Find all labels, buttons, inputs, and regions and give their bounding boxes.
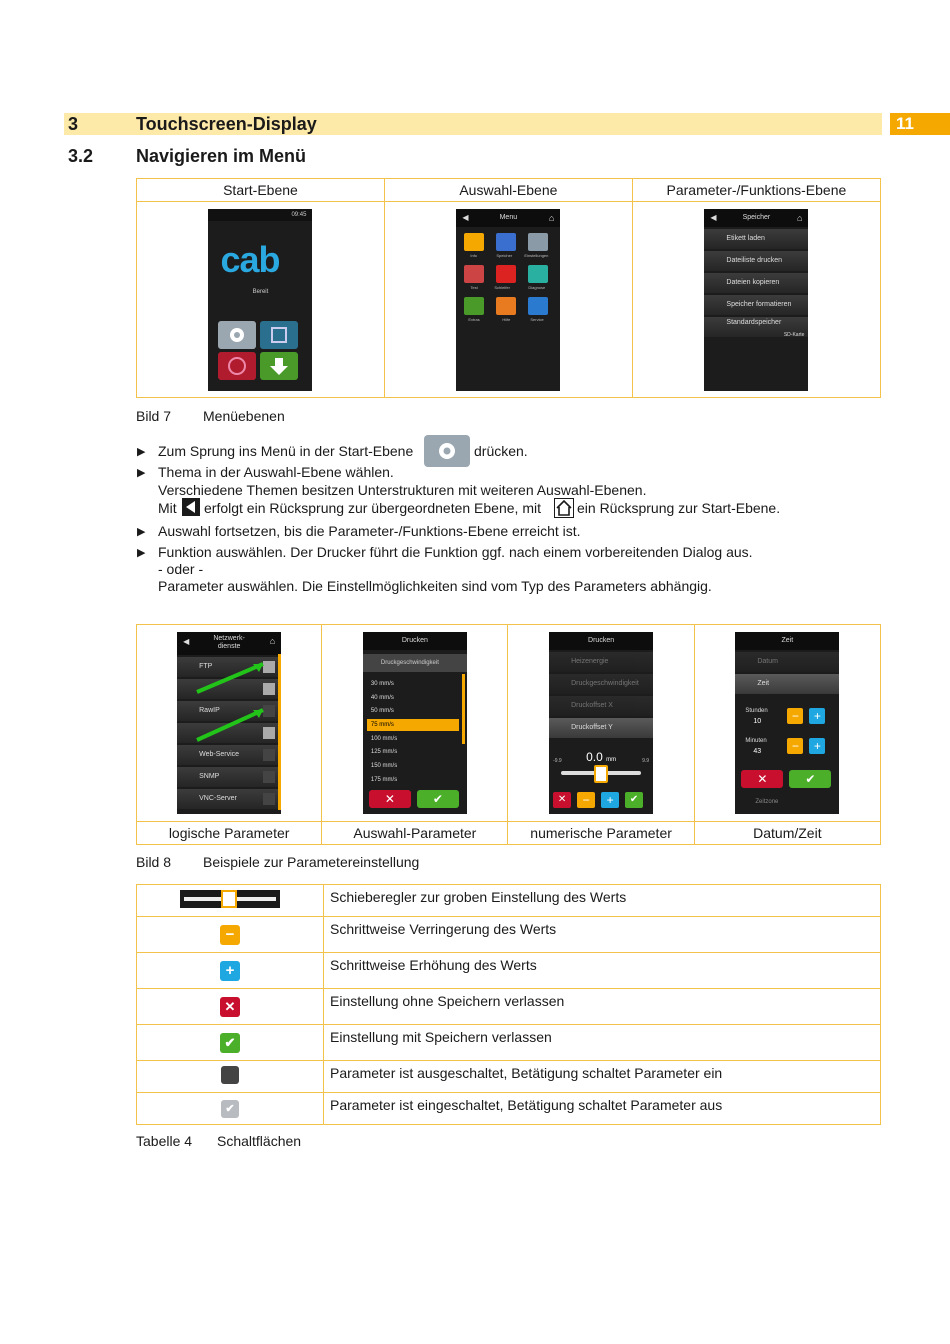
step-2-line-1: Thema in der Auswahl-Ebene wählen. [158,464,394,480]
col-start-ebene: Start-Ebene [137,179,385,202]
help-icon[interactable] [496,297,516,315]
param-label: FTP [199,663,213,670]
numeric-screen-cell [508,625,694,822]
option-list [367,678,459,788]
option-item[interactable]: 75 mm/s [367,719,459,731]
figure-8-table [136,624,881,845]
option-item[interactable]: 150 mm/s [370,763,398,770]
function-row[interactable] [704,317,808,337]
function-label: Standardspeicher [726,318,782,326]
bullet-arrow: ▶ [137,446,146,458]
step-1-post: drücken. [474,443,528,459]
step-4-line-1: Funktion auswählen. Der Drucker führt die Funktion ggf. nach einem vorbereitenden Dialog aus. [158,544,753,560]
step-1-text: Zum Sprung ins Menü in der Start-Ebene [158,443,414,459]
bullet-arrow: ▶ [137,547,146,559]
param-row-active[interactable]: Zeit [735,674,839,694]
minus-icon: − [220,925,240,945]
param-row: Datum [735,652,839,672]
option-item[interactable]: 125 mm/s [370,749,398,756]
figure-8-number: Bild 8 [136,854,172,870]
minus-button[interactable]: − [577,792,595,808]
storage-icon[interactable] [496,233,516,251]
start-screen-cell [137,202,385,398]
menu-label-extras: Extras [468,316,480,322]
scrollbar[interactable] [462,674,465,744]
param-row: Heizenergie [549,652,653,672]
table-4-caption: Schaltflächen [217,1133,302,1149]
settings-button[interactable] [218,321,256,349]
step-2-mit: Mit [158,500,177,516]
option-item[interactable]: 40 mm/s [370,694,394,701]
step-3: Auswahl fortsetzen, bis die Parameter-/Funktions-Ebene erreicht ist. [158,523,581,539]
param-label: RawIP [199,707,220,714]
page-number: 11 [896,114,914,133]
screen-header [456,209,560,227]
param-row: Druckgeschwindigkeit [549,674,653,694]
section-number: 3.2 [68,146,94,166]
step-2-line-3-end: ein Rücksprung zur Start-Ebene. [577,500,781,516]
fingerprint-icon [218,352,256,380]
icon-cell [137,953,324,989]
menu-label-speicher: Speicher [496,252,513,258]
minutes-minus-button[interactable]: − [787,738,803,754]
step-2-line-2: Verschiedene Themen besitzen Unterstrukturen mit weiteren Auswahl-Ebenen. [158,482,647,498]
icon-cell [137,1025,324,1061]
menu-label-service: Service [530,316,544,322]
chapter-title: Touchscreen-Display [136,114,317,134]
menu-label-einstellungen: Einstellungen [524,252,549,258]
start-screen [208,209,312,391]
title-line-2: dienste [217,643,241,650]
desc-off: Parameter ist ausgeschaltet, Betätigung schaltet Parameter ein [324,1061,881,1093]
hours-minus-button[interactable]: − [787,708,803,724]
status-bar [208,209,312,221]
option-item[interactable]: 50 mm/s [370,708,394,715]
plus-button[interactable]: + [601,792,619,808]
datetime-screen [735,632,839,814]
table-4-number: Tabelle 4 [136,1133,193,1149]
desc-on: Parameter ist eingeschaltet, Betätigung schaltet Parameter aus [324,1093,881,1125]
label-numeric: numerische Parameter [508,822,694,845]
desc-slider: Schieberegler zur groben Einstellung des Werts [324,885,881,917]
diagnosis-icon[interactable] [528,265,548,283]
home-icon[interactable]: ⌂ [796,212,803,223]
option-item[interactable]: 175 mm/s [370,776,398,783]
icon-cell [137,917,324,953]
label-datetime: Datum/Zeit [694,822,880,845]
logic-screen [177,632,281,814]
param-label: VNC-Server [199,795,237,802]
checkbox-off-icon [221,1066,239,1084]
screen-header [704,209,808,227]
section-title: Navigieren im Menü [136,146,307,166]
clock: 09:45 [291,211,307,218]
green-arrows [177,632,281,814]
home-icon [554,498,574,518]
param-row: Druckoffset X [549,696,653,716]
extras-icon[interactable] [464,297,484,315]
param-label: SNMP [199,773,220,780]
page-number-tab [890,113,950,135]
icon-cell [137,1093,324,1125]
back-icon[interactable]: ◀ [462,212,469,222]
param-name: Druckgeschwindigkeit [363,654,467,672]
hours-plus-button[interactable]: + [809,708,825,724]
pause-button[interactable] [260,321,298,349]
figure-7-table [136,178,881,398]
minutes-plus-button[interactable]: + [809,738,825,754]
function-sub: SD-Karte [783,331,805,338]
function-row[interactable]: Speicher formatieren [704,295,808,315]
ok-button[interactable]: ✔ [789,770,831,788]
icon-cell [137,885,324,917]
home-icon[interactable]: ⌂ [548,212,555,223]
function-row[interactable]: Dateiliste drucken [704,251,808,271]
arrow-down-icon [260,352,298,380]
button-table [136,884,881,1125]
param-row-active[interactable]: Druckoffset Y [549,718,653,738]
option-item[interactable]: 100 mm/s [370,735,398,742]
select-screen [363,632,467,814]
checkbox-on-icon: ✔ [221,1100,239,1118]
cancel-button[interactable]: ✕ [741,770,783,788]
function-row[interactable]: Dateien kopieren [704,273,808,293]
cab-logo: cab [220,238,280,280]
test-icon[interactable] [464,265,484,283]
param-screen-cell [632,202,880,398]
label-logic: logische Parameter [137,822,322,845]
title-line-1: Netzwerk- [213,635,245,642]
pause-icon [260,321,298,349]
hours-label: Stunden [745,708,768,714]
back-icon [182,498,200,516]
cancel-button[interactable]: ✕ [553,792,571,808]
logic-screen-cell [137,625,322,822]
desc-plus: Schrittweise Erhöhung des Werts [324,953,881,989]
menu-label-info: Info [470,252,478,258]
icon-cell [137,1061,324,1093]
scrollbar[interactable] [278,654,281,810]
figure-7-number: Bild 7 [136,408,172,424]
label-select: Auswahl-Parameter [322,822,508,845]
slider-thumb[interactable] [594,765,608,783]
col-parameter-ebene: Parameter-/Funktions-Ebene [632,179,880,202]
select-screen-cell [322,625,508,822]
param-screen [704,209,808,391]
param-label: Web-Service [199,751,240,758]
feed-button[interactable] [260,352,298,380]
settings-button-inline [424,435,470,467]
ok-button[interactable]: ✔ [417,790,459,808]
step-4-line-2: - oder - [158,561,204,577]
bullet-arrow: ▶ [137,467,146,479]
plus-icon: + [220,961,240,981]
numeric-screen [549,632,653,814]
minutes-label: Minuten [745,738,767,744]
menu-label-test: Test [470,284,478,290]
speicher-title: Speicher [742,213,771,221]
col-auswahl-ebene: Auswahl-Ebene [384,179,632,202]
auswahl-screen-cell [384,202,632,398]
min-value: -9.9 [553,758,562,764]
value: 0.0 [586,750,603,764]
settings-icon[interactable] [528,233,548,251]
function-row[interactable]: Etikett laden [704,229,808,249]
value-display [549,750,653,764]
step-4-line-3: Parameter auswählen. Die Einstellmöglichkeiten sind vom Typ des Parameters abhängig. [158,578,712,594]
back-icon[interactable]: ◀ [710,212,717,222]
wrench-icon[interactable] [528,297,548,315]
desc-minus: Schrittweise Verringerung des Werts [324,917,881,953]
menu-label-schleifer: Schleifer [494,284,510,290]
chapter-number: 3 [68,114,79,134]
auswahl-screen [456,209,560,391]
cancel-icon: ✕ [220,997,240,1017]
figure-8-caption: Beispiele zur Parametereinstellung [203,854,420,870]
info-icon[interactable] [464,233,484,251]
desc-cancel: Einstellung ohne Speichern verlassen [324,989,881,1025]
figure-7-caption: Menüebenen [203,408,285,424]
select-title: Drucken [363,632,467,650]
option-item[interactable]: 30 mm/s [370,681,394,687]
menu-title: Menu [499,213,518,221]
icon-cell [137,989,324,1025]
timezone-label: Zeitzone [755,799,779,805]
hours-value: 10 [753,718,762,725]
step-2-line-3: erfolgt ein Rücksprung zur übergeordneten Ebene, mit [204,500,541,516]
slider-icon [180,890,280,908]
cancel-job-button[interactable] [218,352,256,380]
minutes-value: 43 [753,748,762,755]
gear-icon [218,321,256,349]
home-icon[interactable]: ⌂ [269,636,276,646]
cancel-button[interactable]: ✕ [369,790,411,808]
menu-label-hilfe: Hilfe [502,316,511,322]
desc-ok: Einstellung mit Speichern verlassen [324,1025,881,1061]
bullet-arrow: ▶ [137,526,146,538]
ok-button[interactable]: ✔ [625,792,643,808]
unit: mm [606,757,617,763]
numeric-title: Drucken [549,632,653,650]
datetime-title: Zeit [735,632,839,650]
status-text: Bereit [252,288,269,295]
back-icon[interactable]: ◀ [183,637,190,646]
datetime-screen-cell [694,625,880,822]
max-value: 9.9 [642,758,650,764]
menu-label-diagnose: Diagnose [528,284,546,290]
check-icon: ✔ [220,1033,240,1053]
shield-icon[interactable] [496,265,516,283]
gear-icon [424,435,470,467]
step-1 [158,443,413,459]
